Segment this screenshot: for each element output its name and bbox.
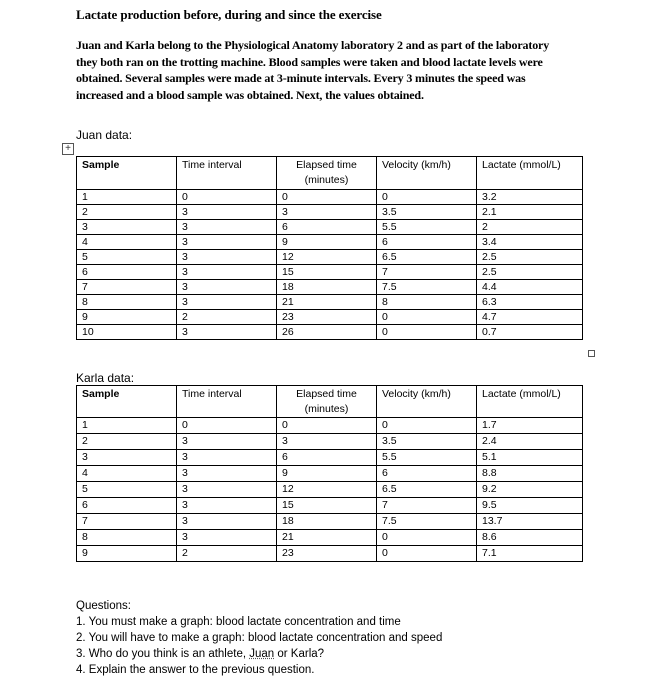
table-row bbox=[77, 325, 583, 340]
table-row bbox=[77, 450, 583, 466]
column-header[interactable]: Elapsed time (minutes) bbox=[277, 157, 377, 190]
page-title: Lactate production before, during and since the exercise bbox=[76, 7, 382, 22]
table-cell[interactable]: 7 bbox=[77, 514, 177, 530]
table-cell[interactable]: 6 bbox=[377, 466, 477, 482]
table-cell[interactable]: 7 bbox=[77, 280, 177, 295]
column-header[interactable]: Elapsed time (minutes) bbox=[277, 386, 377, 418]
table-cell[interactable]: 3 bbox=[177, 325, 277, 340]
table-cell[interactable]: 3 bbox=[177, 265, 277, 280]
table-cell[interactable]: 3 bbox=[177, 235, 277, 250]
question-3-end: or Karla? bbox=[274, 648, 325, 660]
column-header[interactable]: Sample bbox=[77, 157, 177, 190]
juan-data-label: Juan data: bbox=[76, 128, 133, 142]
table-cell[interactable]: 8.6 bbox=[477, 530, 583, 546]
column-header[interactable]: Time interval bbox=[177, 157, 277, 190]
table-cell[interactable]: 2 bbox=[177, 310, 277, 325]
column-header[interactable]: Lactate (mmol/L) bbox=[477, 386, 583, 418]
table-cell[interactable]: 0 bbox=[177, 190, 277, 205]
table-cell[interactable]: 0 bbox=[377, 418, 477, 434]
table-row bbox=[77, 482, 583, 498]
table-cell[interactable]: 6.5 bbox=[377, 482, 477, 498]
table-row bbox=[77, 418, 583, 434]
table-cell[interactable]: 2.4 bbox=[477, 434, 583, 450]
table-row bbox=[77, 295, 583, 310]
table-cell[interactable]: 3 bbox=[177, 434, 277, 450]
table-cell[interactable]: 1 bbox=[77, 418, 177, 434]
table-cell[interactable]: 5.1 bbox=[477, 450, 583, 466]
table-cell[interactable]: 3 bbox=[177, 280, 277, 295]
table-row bbox=[77, 220, 583, 235]
table-cell[interactable]: 3 bbox=[177, 295, 277, 310]
table-row bbox=[77, 250, 583, 265]
table-cell[interactable]: 0 bbox=[377, 325, 477, 340]
table-cell[interactable]: 0 bbox=[177, 418, 277, 434]
table-cell[interactable]: 26 bbox=[277, 325, 377, 340]
table-cell[interactable]: 3 bbox=[177, 514, 277, 530]
table-cell[interactable]: 23 bbox=[277, 546, 377, 562]
table-cell[interactable]: 6.5 bbox=[377, 250, 477, 265]
table-cell[interactable]: 0 bbox=[377, 546, 477, 562]
table-cell[interactable]: 4.7 bbox=[477, 310, 583, 325]
table-cell[interactable]: 0.7 bbox=[477, 325, 583, 340]
table-cell[interactable]: 3.5 bbox=[377, 434, 477, 450]
table-cell[interactable]: 3 bbox=[277, 434, 377, 450]
karla-data-label: Karla data: bbox=[76, 371, 135, 385]
table-cell[interactable]: 6 bbox=[77, 498, 177, 514]
table-cell[interactable]: 9 bbox=[277, 466, 377, 482]
table-cell[interactable]: 5 bbox=[77, 250, 177, 265]
column-header[interactable]: Lactate (mmol/L) bbox=[477, 157, 583, 190]
spellcheck-word[interactable]: Juan bbox=[249, 648, 275, 660]
table-row bbox=[77, 310, 583, 325]
table-cell[interactable]: 0 bbox=[377, 190, 477, 205]
table-cell[interactable]: 7 bbox=[377, 265, 477, 280]
table-cell[interactable]: 10 bbox=[77, 325, 177, 340]
table-cell[interactable]: 2.5 bbox=[477, 265, 583, 280]
karla-data-table bbox=[76, 385, 583, 562]
table-cell[interactable]: 0 bbox=[377, 310, 477, 325]
table-cell[interactable]: 8 bbox=[377, 295, 477, 310]
table-row bbox=[77, 530, 583, 546]
table-cell[interactable]: 4.4 bbox=[477, 280, 583, 295]
table-cell[interactable]: 8.8 bbox=[477, 466, 583, 482]
table-cell[interactable]: 2.5 bbox=[477, 250, 583, 265]
table-cell[interactable]: 7 bbox=[377, 498, 477, 514]
table-cell[interactable]: 4 bbox=[77, 466, 177, 482]
table-cell[interactable]: 3 bbox=[177, 482, 277, 498]
table-cell[interactable]: 3 bbox=[77, 450, 177, 466]
table-cell[interactable]: 21 bbox=[277, 295, 377, 310]
questions-section bbox=[76, 598, 442, 678]
table-cell[interactable]: 3.4 bbox=[477, 235, 583, 250]
table-cell[interactable]: 9.5 bbox=[477, 498, 583, 514]
table-cell[interactable]: 23 bbox=[277, 310, 377, 325]
table-cell[interactable]: 2 bbox=[177, 546, 277, 562]
table-cell[interactable]: 1 bbox=[77, 190, 177, 205]
question-3 bbox=[76, 646, 442, 662]
table-cell[interactable]: 8 bbox=[77, 295, 177, 310]
table-resize-handle[interactable] bbox=[588, 350, 595, 357]
table-row bbox=[77, 190, 583, 205]
questions-heading: Questions: bbox=[76, 600, 131, 612]
table-cell[interactable]: 7.5 bbox=[377, 280, 477, 295]
table-cell[interactable]: 6 bbox=[277, 450, 377, 466]
intro-paragraph: Juan and Karla belong to the Physiological Anatomy laboratory 2 and as part of the laboratory they both ran on the trotting machine. Blood samples were taken and blood lactate levels were obtained. Several samples were made at 3-minute intervals. Every 3 minutes the speed was increased and a blood sample was obtained. Next, the values obtained. bbox=[76, 38, 550, 102]
table-cell[interactable]: 2 bbox=[477, 220, 583, 235]
table-cell[interactable]: 21 bbox=[277, 530, 377, 546]
table-cell[interactable]: 6 bbox=[77, 265, 177, 280]
table-cell[interactable]: 15 bbox=[277, 498, 377, 514]
table-row bbox=[77, 466, 583, 482]
table-cell[interactable]: 9.2 bbox=[477, 482, 583, 498]
table-cell[interactable]: 3.5 bbox=[377, 205, 477, 220]
juan-data-table bbox=[76, 156, 583, 340]
move-handle-icon[interactable]: + bbox=[62, 143, 74, 155]
table-cell[interactable]: 9 bbox=[77, 546, 177, 562]
table-row bbox=[77, 205, 583, 220]
table-cell[interactable]: 6 bbox=[277, 220, 377, 235]
table-cell[interactable]: 12 bbox=[277, 250, 377, 265]
table-cell[interactable]: 3 bbox=[177, 530, 277, 546]
table-cell[interactable]: 18 bbox=[277, 280, 377, 295]
table-cell[interactable]: 3 bbox=[177, 205, 277, 220]
column-header[interactable]: Velocity (km/h) bbox=[377, 386, 477, 418]
table-cell[interactable]: 18 bbox=[277, 514, 377, 530]
column-header[interactable]: Time interval bbox=[177, 386, 277, 418]
table-row bbox=[77, 498, 583, 514]
table-cell[interactable]: 6 bbox=[377, 235, 477, 250]
table-cell[interactable]: 3 bbox=[277, 205, 377, 220]
table-row bbox=[77, 434, 583, 450]
question-2: 2. You will have to make a graph: blood lactate concentration and speed bbox=[76, 632, 443, 644]
table-cell[interactable]: 7.5 bbox=[377, 514, 477, 530]
table-cell[interactable]: 2 bbox=[77, 205, 177, 220]
question-3-start: 3. Who do you think is an athlete, bbox=[76, 648, 250, 660]
table-cell[interactable]: 12 bbox=[277, 482, 377, 498]
table-cell[interactable]: 0 bbox=[277, 418, 377, 434]
table-header-row bbox=[77, 386, 583, 418]
table-header-row bbox=[77, 157, 583, 190]
table-cell[interactable]: 9 bbox=[77, 310, 177, 325]
table-cell[interactable]: 0 bbox=[377, 530, 477, 546]
table-cell[interactable]: 8 bbox=[77, 530, 177, 546]
table-cell[interactable]: 4 bbox=[77, 235, 177, 250]
table-cell[interactable]: 3 bbox=[77, 220, 177, 235]
question-1: 1. You must make a graph: blood lactate concentration and time bbox=[76, 616, 401, 628]
table-cell[interactable]: 3.2 bbox=[477, 190, 583, 205]
table-cell[interactable]: 3 bbox=[177, 498, 277, 514]
column-header[interactable]: Sample bbox=[77, 386, 177, 418]
table-row bbox=[77, 265, 583, 280]
table-cell[interactable]: 3 bbox=[177, 450, 277, 466]
table-cell[interactable]: 2 bbox=[77, 434, 177, 450]
column-header[interactable]: Velocity (km/h) bbox=[377, 157, 477, 190]
table-cell[interactable]: 0 bbox=[277, 190, 377, 205]
table-cell[interactable]: 5.5 bbox=[377, 220, 477, 235]
table-row bbox=[77, 514, 583, 530]
table-cell[interactable]: 1.7 bbox=[477, 418, 583, 434]
table-cell[interactable]: 3 bbox=[177, 250, 277, 265]
table-cell[interactable]: 15 bbox=[277, 265, 377, 280]
table-cell[interactable]: 13.7 bbox=[477, 514, 583, 530]
table-cell[interactable]: 2.1 bbox=[477, 205, 583, 220]
table-cell[interactable]: 3 bbox=[177, 220, 277, 235]
table-cell[interactable]: 3 bbox=[177, 466, 277, 482]
question-4: 4. Explain the answer to the previous question. bbox=[76, 664, 315, 676]
table-row bbox=[77, 546, 583, 562]
table-cell[interactable]: 5.5 bbox=[377, 450, 477, 466]
table-cell[interactable]: 5 bbox=[77, 482, 177, 498]
table-cell[interactable]: 7.1 bbox=[477, 546, 583, 562]
table-row bbox=[77, 280, 583, 295]
table-cell[interactable]: 6.3 bbox=[477, 295, 583, 310]
table-row bbox=[77, 235, 583, 250]
table-cell[interactable]: 9 bbox=[277, 235, 377, 250]
